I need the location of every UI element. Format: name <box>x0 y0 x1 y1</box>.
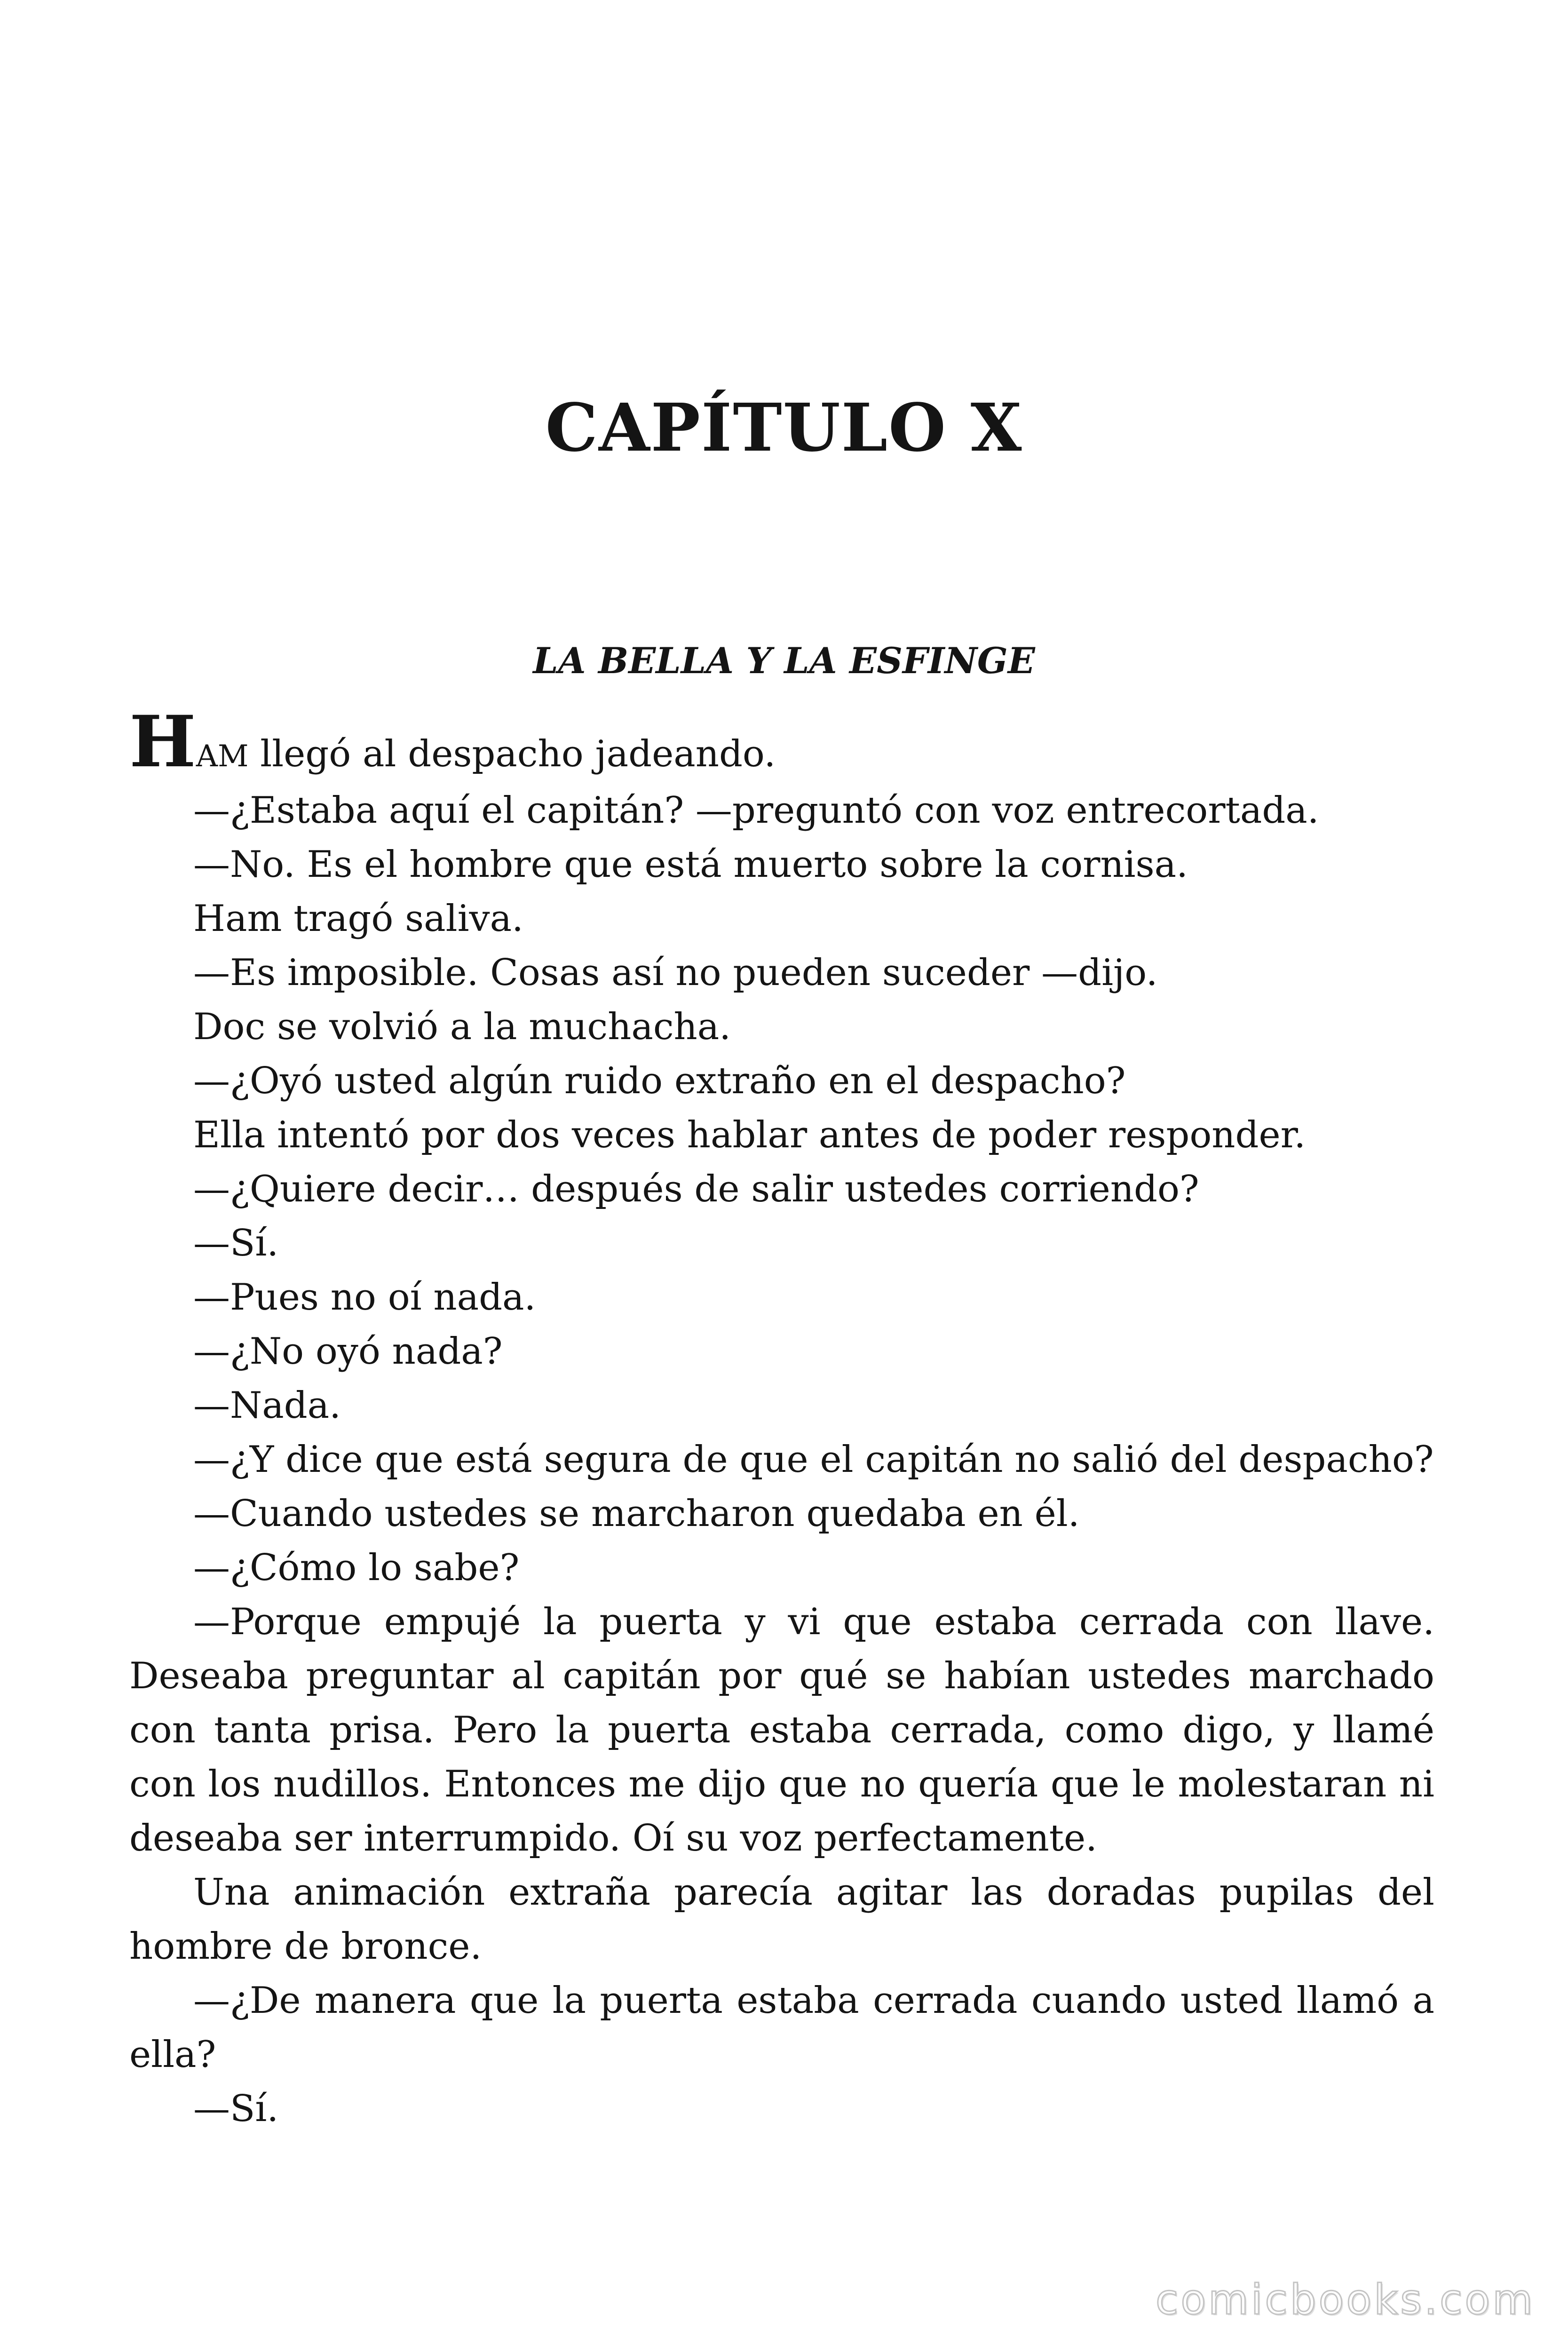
opening-small-caps: AM <box>196 739 249 774</box>
paragraph: Ham tragó saliva. <box>193 898 523 940</box>
paragraph: —¿Oyó usted algún ruido extraño en el despacho? <box>193 1060 1126 1102</box>
body-text <box>129 700 1434 2136</box>
paragraph: —Sí. <box>193 1222 279 1264</box>
opening-paragraph <box>129 700 1434 784</box>
paragraph: —Es imposible. Cosas así no pueden suceder —dijo. <box>193 952 1158 994</box>
watermark-logo: comicbooks.com <box>1155 2275 1535 2324</box>
paragraph: —¿Quiere decir… después de salir ustedes corriendo? <box>193 1168 1199 1210</box>
paragraph: —Sí. <box>193 2088 279 2130</box>
chapter-subtitle: LA BELLA Y LA ESFINGE <box>533 640 1035 682</box>
paragraph: —Pues no oí nada. <box>193 1276 536 1319</box>
chapter-title: CAPÍTULO X <box>545 389 1023 467</box>
paragraph: Doc se volvió a la muchacha. <box>193 1006 731 1048</box>
paragraph: Una animación extraña parecía agitar las doradas pupilas del hombre de bronce. <box>129 1871 1434 1968</box>
paragraph: —No. Es el hombre que está muerto sobre la cornisa. <box>193 843 1188 886</box>
paragraph: —¿Y dice que está segura de que el capitán no salió del despacho? <box>193 1438 1434 1481</box>
paragraph: —¿Cómo lo sabe? <box>193 1547 520 1589</box>
opening-text: llegó al despacho jadeando. <box>248 733 776 775</box>
paragraph: —¿Estaba aquí el capitán? —preguntó con voz entrecortada. <box>193 789 1319 832</box>
drop-cap: H <box>129 700 196 783</box>
paragraph: —¿De manera que la puerta estaba cerrada cuando usted llamó a ella? <box>129 1979 1434 2076</box>
paragraph: —Nada. <box>193 1384 341 1427</box>
paragraph: —Porque empujé la puerta y vi que estaba cerrada con llave. Deseaba preguntar al capitán por qué se habían ustedes marchado con tanta prisa. Pero la puerta estaba cerrada, como digo, y llamé con los nudillos. Entonces me dijo que no quería que le molestaran ni deseaba ser interrumpido. Oí su voz perfectamente. <box>129 1601 1434 1859</box>
paragraph: Ella intentó por dos veces hablar antes de poder responder. <box>193 1114 1306 1156</box>
paragraph: —¿No oyó nada? <box>193 1330 503 1373</box>
paragraph: —Cuando ustedes se marcharon quedaba en él. <box>193 1493 1080 1535</box>
